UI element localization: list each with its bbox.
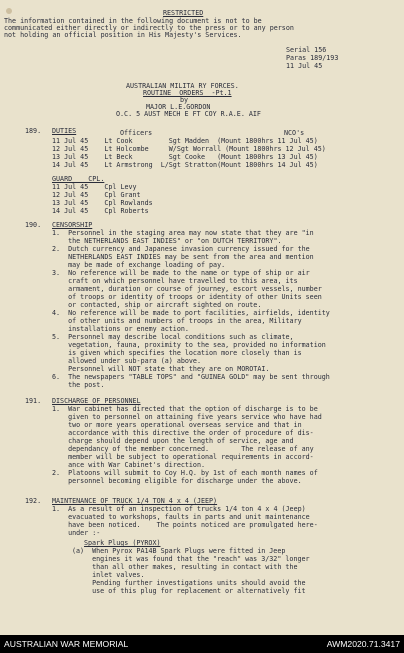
censorship-line: 3. No reference will be made to the name or type of ship or air [52, 269, 310, 277]
censorship-line: 1. Personnel in the staging area may now state that they are "in [52, 229, 314, 237]
censorship-line: armament, duration or course of journey, escort vessels, number [52, 285, 322, 293]
spark-plugs-line: Pending further investigations units should avoid the [72, 579, 306, 587]
discharge-line: 2. Platoons will submit to Coy H.Q. by 1st of each month names of [52, 469, 318, 477]
notice-line-3: not holding an official position in His Majesty's Services. [4, 31, 242, 39]
censorship-line: Personnel will NOT state that they are on MOROTAI. [52, 365, 270, 373]
censorship-line: is given which specifies the location more closely than is [52, 349, 302, 357]
censorship-line: 2. Dutch currency and Japanese invasion currency issued for the [52, 245, 310, 253]
serial-number: Serial 156 [286, 46, 327, 54]
discharge-line: two or more years operational overseas service and that in [52, 421, 302, 429]
para-191-number: 191. [25, 397, 42, 405]
censorship-line: allowed under sub-para (a) above. [52, 357, 201, 365]
censorship-line: 6. The newspapers "TABLE TOPS" and "GUINEA GOLD" may be sent through [52, 373, 330, 381]
order-date: 11 Jul 45 [286, 62, 323, 70]
paras-range: Paras 189/193 [286, 54, 339, 62]
censorship-line: 5. Personnel may describe local conditions such as climate, [52, 333, 294, 341]
spark-plugs-line: engines it was found that the "reach" was 3/32" longer [72, 555, 310, 563]
maintenance-line: 1. As a result of an inspection of trucks 1/4 ton 4 x 4 (Jeep) [52, 505, 306, 513]
spark-plugs-line: (a) When Pyrox PA14B Spark Plugs were fitted in Jeep [72, 547, 286, 555]
spark-plugs-line: than all other makes, resulting in contact with the [72, 563, 298, 571]
title-line-3: by [180, 96, 189, 104]
guard-row: 14 Jul 45 Cpl Roberts [52, 207, 149, 215]
censorship-line: or contacted, ship or aircraft sighted on route. [52, 301, 262, 309]
para-192-number: 192. [25, 497, 42, 505]
discharge-line: member will be subject to operational requirements in accord- [52, 453, 314, 461]
censorship-line: may be made of exchange loading of pay. [52, 261, 226, 269]
para-191-heading: DISCHARGE OF PERSONNEL [52, 397, 141, 405]
censorship-line: craft on which personnel have travelled to this area, its [52, 277, 298, 285]
title-line-4: MAJOR L.E.GORDON [146, 103, 211, 111]
guard-label: GUARD CPL. [52, 175, 105, 183]
title-line-2: ROUTINE ORDERS -Pt.1 [143, 89, 232, 97]
censorship-line: vegetation, fauna, proximity to the sea, provided no information [52, 341, 326, 349]
restricted-label: RESTRICTED [163, 9, 204, 17]
maintenance-line: under :- [52, 529, 101, 537]
censorship-line: NETHERLANDS EAST INDIES may be sent from the area and mention [52, 253, 314, 261]
footer-reference: AWM2020.71.3417 [326, 639, 400, 649]
discharge-line: accordance with this directive the order of procedure of dis- [52, 429, 314, 437]
archive-footer [0, 635, 404, 653]
discharge-line: ance with War Cabinet's direction. [52, 461, 205, 469]
notice-line-1: The information contained in the following document is not to be [4, 17, 262, 25]
spark-plugs-line: inlet valves. [72, 571, 145, 579]
punch-hole [6, 8, 12, 14]
title-line-1: AUSTRALIAN MILITA RY FORCES. [126, 82, 239, 90]
discharge-line: dependancy of the member concerned. The release of any [52, 445, 314, 453]
censorship-line: of troops or identity of troops or identity of other Units seen [52, 293, 322, 301]
discharge-line: personnel becoming eligible for discharge under the above. [52, 477, 302, 485]
notice-line-2: communicated either directly or indirectly to the press or to any person [4, 24, 294, 32]
discharge-line: charge should depend upon the length of service, age and [52, 437, 294, 445]
discharge-line: given to personnel on attaining five years service who have had [52, 413, 322, 421]
discharge-line: 1. War cabinet has directed that the option of discharge is to be [52, 405, 318, 413]
para-189-number: 189. [25, 127, 42, 135]
officers-label: Officers [120, 129, 153, 137]
spark-plugs-heading: Spark Plugs (PYROX) [84, 539, 161, 547]
title-line-5: O.C. 5 AUST MECH E FT COY R.A.E. AIF [116, 110, 261, 118]
censorship-line: the NETHERLANDS EAST INDIES" or "on DUTCH TERRITORY". [52, 237, 282, 245]
censorship-line: the post. [52, 381, 105, 389]
para-192-heading: MAINTENANCE OF TRUCK 1/4 TON 4 x 4 (JEEP) [52, 497, 218, 505]
censorship-line: installations or enemy action. [52, 325, 189, 333]
maintenance-line: have been noticed. The points noticed are promulgated here- [52, 521, 318, 529]
para-190-number: 190. [25, 221, 42, 229]
spark-plugs-line: use of this plug for replacement or alternatively fit [72, 587, 306, 595]
footer-institution: AUSTRALIAN WAR MEMORIAL [4, 639, 129, 649]
duty-row: 12 Jul 45 Lt Holcombe W/Sgt Worrall (Mount 1800hrs 12 Jul 45) [52, 145, 326, 153]
censorship-line: 4. No reference will be made to port facilities, airfields, identity [52, 309, 330, 317]
ncos-label: NCO's [284, 129, 305, 137]
guard-row: 13 Jul 45 Cpl Rowlands [52, 199, 153, 207]
maintenance-line: evacuated to workshops, faults in parts and unit maintenance [52, 513, 310, 521]
guard-row: 12 Jul 45 Cpl Grant [52, 191, 141, 199]
censorship-line: of other units and numbers of troops in the area, Military [52, 317, 302, 325]
duty-row: 11 Jul 45 Lt Cook Sgt Madden (Mount 1800hrs 11 Jul 45) [52, 137, 318, 145]
guard-row: 11 Jul 45 Cpl Levy [52, 183, 137, 191]
para-189-heading: DUTIES [52, 127, 77, 135]
para-190-heading: CENSORSHIP [52, 221, 93, 229]
duty-row: 14 Jul 45 Lt Armstrong L/Sgt Stratton(Mount 1800hrs 14 Jul 45) [52, 161, 318, 169]
duty-row: 13 Jul 45 Lt Beck Sgt Cooke (Mount 1800hrs 13 Jul 45) [52, 153, 318, 161]
